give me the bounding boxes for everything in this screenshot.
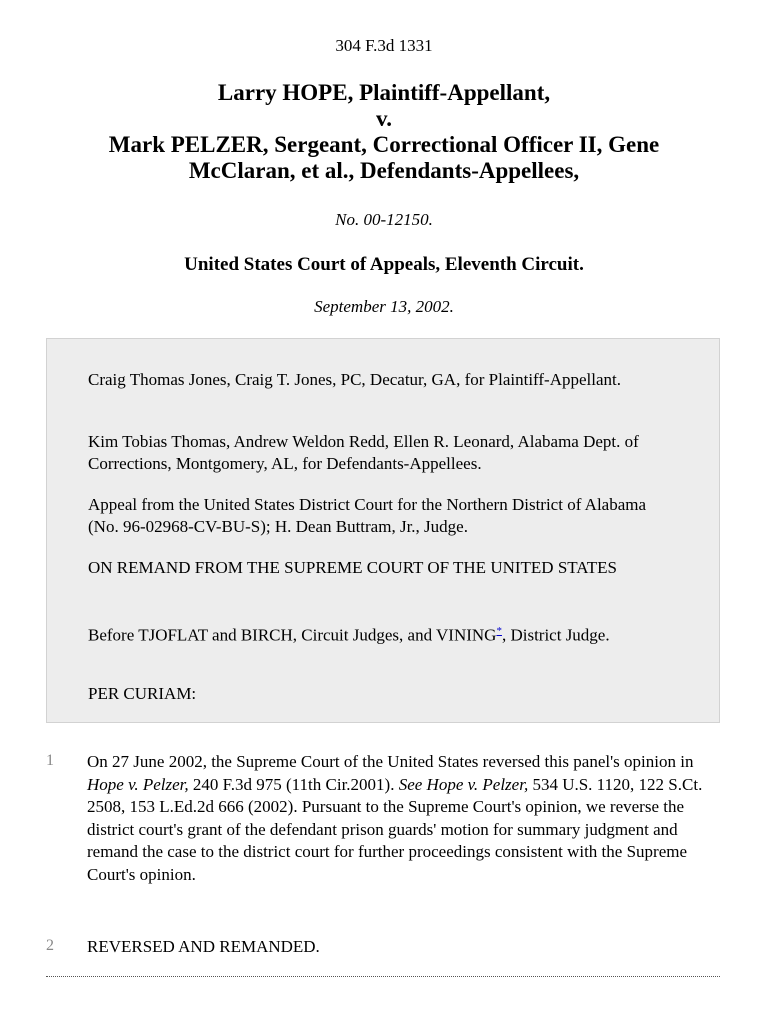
plaintiff-line: Larry HOPE, Plaintiff-Appellant, (217, 80, 551, 105)
dotted-divider (46, 976, 720, 977)
paragraph-number: 2 (46, 937, 54, 954)
paragraph-text: 534 U.S. 1120, 122 S.Ct. 2508, 153 L.Ed.2d 666 (2002). Pursuant to the Supreme Court's opinion, we reverse the district court's grant of the defendant prison guards' motion for summary judgment and remand the case to the district court for further proceedings consistent with the Supreme Court's opinion. (87, 774, 703, 884)
panel-judges (88, 620, 648, 647)
panel-text: Before TJOFLAT and BIRCH, Circuit Judges, and VINING (88, 625, 497, 645)
footnote-link[interactable]: * (496, 625, 502, 637)
paragraph-number: 1 (46, 752, 54, 769)
panel-text-end: , District Judge. (501, 625, 610, 645)
remand-notice: ON REMAND FROM THE SUPREME COURT OF THE UNITED STATES (88, 558, 617, 577)
case-citation: 304 F.3d 1331 (335, 36, 433, 55)
paragraph-text: 240 F.3d 975 (11th Cir.2001). (188, 774, 399, 794)
docket-number: No. 00-12150. (335, 210, 433, 229)
court-name: United States Court of Appeals, Eleventh Circuit. (184, 254, 584, 275)
case-name-italic: See Hope v. Pelzer, (398, 774, 529, 794)
paragraph-text: On 27 June 2002, the Supreme Court of the United States reversed this panel's opinion in (87, 752, 694, 771)
versus-line: v. (376, 106, 392, 131)
decision-date: September 13, 2002. (314, 297, 454, 316)
defendant-line: Mark PELZER, Sergeant, Correctional Officer II, Gene McClaran, et al., Defendants-Appellees, (108, 132, 660, 183)
case-parties (60, 80, 708, 184)
opinion-paragraph (87, 751, 727, 886)
case-metadata-box (46, 338, 720, 723)
per-curiam: PER CURIAM: (88, 684, 197, 703)
counsel-defendant: Kim Tobias Thomas, Andrew Weldon Redd, Ellen R. Leonard, Alabama Dept. of Corrections, Montgomery, AL, for Defendants-Appellees. (88, 432, 639, 473)
appeal-from: Appeal from the United States District Court for the Northern District of Alabama (No. 96-02968-CV-BU-S); H. Dean Buttram, Jr., Judge. (88, 495, 647, 536)
counsel-plaintiff: Craig Thomas Jones, Craig T. Jones, PC, Decatur, GA, for Plaintiff-Appellant. (88, 370, 622, 389)
opinion-paragraph: REVERSED AND REMANDED. (87, 937, 320, 956)
case-name-italic: Hope v. Pelzer, (87, 774, 189, 794)
